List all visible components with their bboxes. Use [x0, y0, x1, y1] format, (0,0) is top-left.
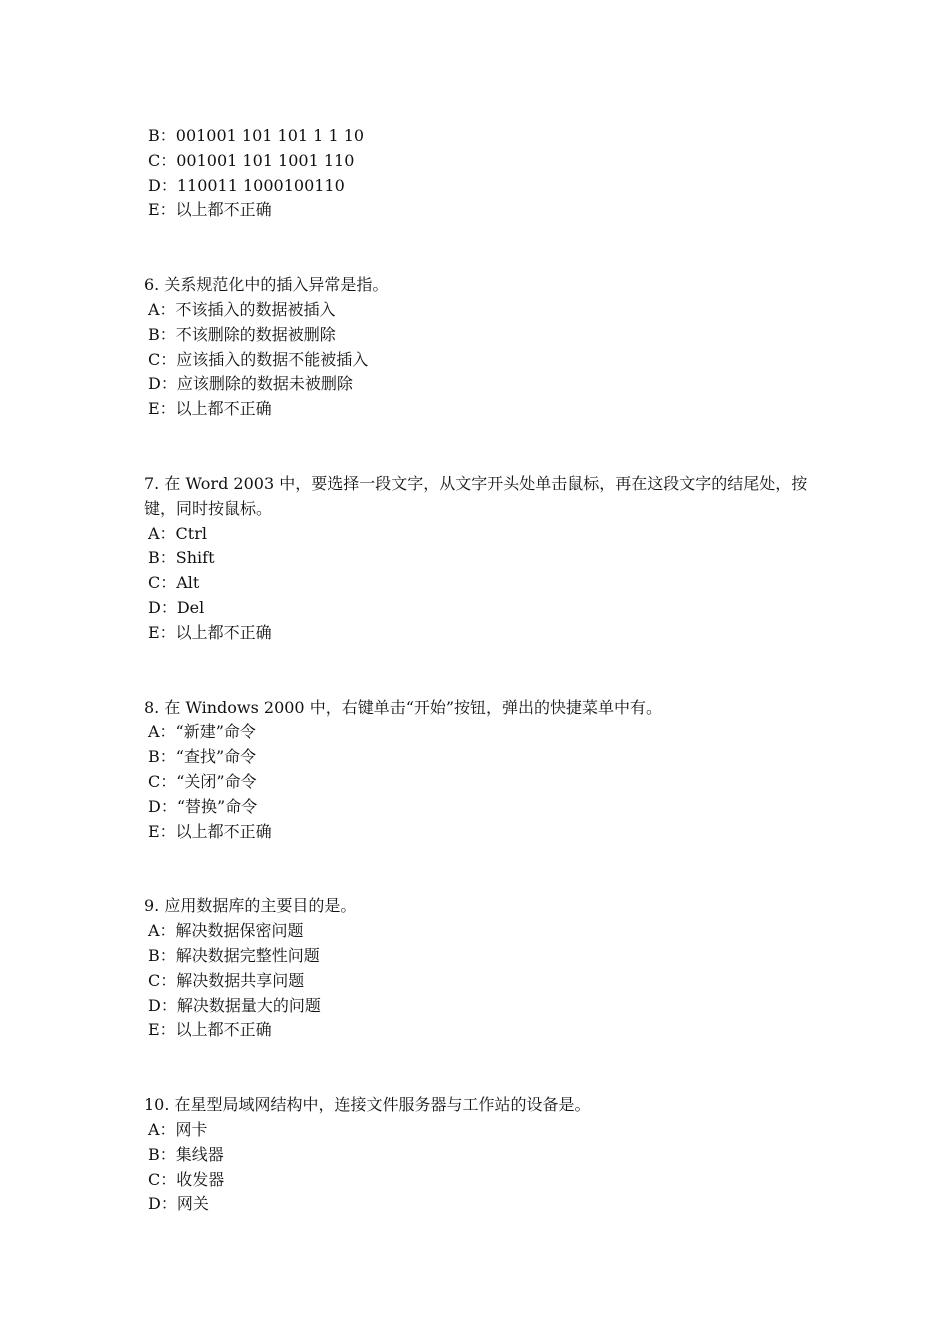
option-c: C：解决数据共享问题	[148, 970, 305, 990]
option-d: D：解决数据量大的问题	[148, 995, 321, 1015]
option-a: A：解决数据保密问题	[148, 921, 304, 941]
option-d: D：Del	[148, 597, 205, 617]
question-stem: 7. 在 Word 2003 中，要选择一段文字，从文字开头处单击鼠标，再在这段文字的结尾处，按键，同时按鼠标。	[144, 473, 808, 518]
option-c: C：Alt	[148, 573, 200, 593]
option-e: E：以上都不正确	[148, 1020, 272, 1040]
question-stem: 10. 在星型局域网结构中，连接文件服务器与工作站的设备是。	[144, 1095, 591, 1115]
option-d: D：应该删除的数据未被删除	[148, 374, 353, 394]
option-b: B：集线器	[148, 1144, 224, 1164]
question-9	[144, 894, 814, 1043]
option-c: C：应该插入的数据不能被插入	[148, 349, 369, 369]
option-a: A：网卡	[148, 1119, 208, 1139]
option-e: E：以上都不正确	[148, 622, 272, 642]
option-d: D：“替换”命令	[148, 796, 258, 816]
question-8	[144, 696, 814, 845]
question-list	[144, 124, 814, 1217]
question-7	[144, 472, 814, 646]
option-a: A：“新建”命令	[148, 722, 256, 742]
option-c: C：收发器	[148, 1169, 225, 1189]
option-a: A：Ctrl	[148, 523, 207, 543]
option-e: E：以上都不正确	[148, 821, 272, 841]
option-c: C：001001 101 1001 110	[148, 150, 355, 170]
option-e: E：以上都不正确	[148, 200, 272, 220]
question-6	[144, 273, 814, 422]
option-d: D：110011 1000100110	[148, 175, 345, 195]
question-stem: 8. 在 Windows 2000 中，右键单击“开始”按钮，弹出的快捷菜单中有。	[144, 697, 663, 717]
option-b: B：Shift	[148, 548, 215, 568]
option-b: B：001001 101 101 1 1 10	[148, 126, 365, 145]
option-b: B：解决数据完整性问题	[148, 945, 320, 965]
option-b: B：不该删除的数据被删除	[148, 324, 336, 344]
question-stem: 9. 应用数据库的主要目的是。	[144, 896, 357, 916]
option-c: C：“关闭”命令	[148, 771, 257, 791]
question-stem: 6. 关系规范化中的插入异常是指。	[144, 275, 389, 295]
option-a: A：不该插入的数据被插入	[148, 299, 336, 319]
option-b: B：“查找”命令	[148, 747, 257, 767]
option-d: D：网关	[148, 1194, 209, 1214]
option-e: E：以上都不正确	[148, 399, 272, 419]
question-5-continued	[144, 124, 814, 223]
question-10	[144, 1093, 814, 1217]
